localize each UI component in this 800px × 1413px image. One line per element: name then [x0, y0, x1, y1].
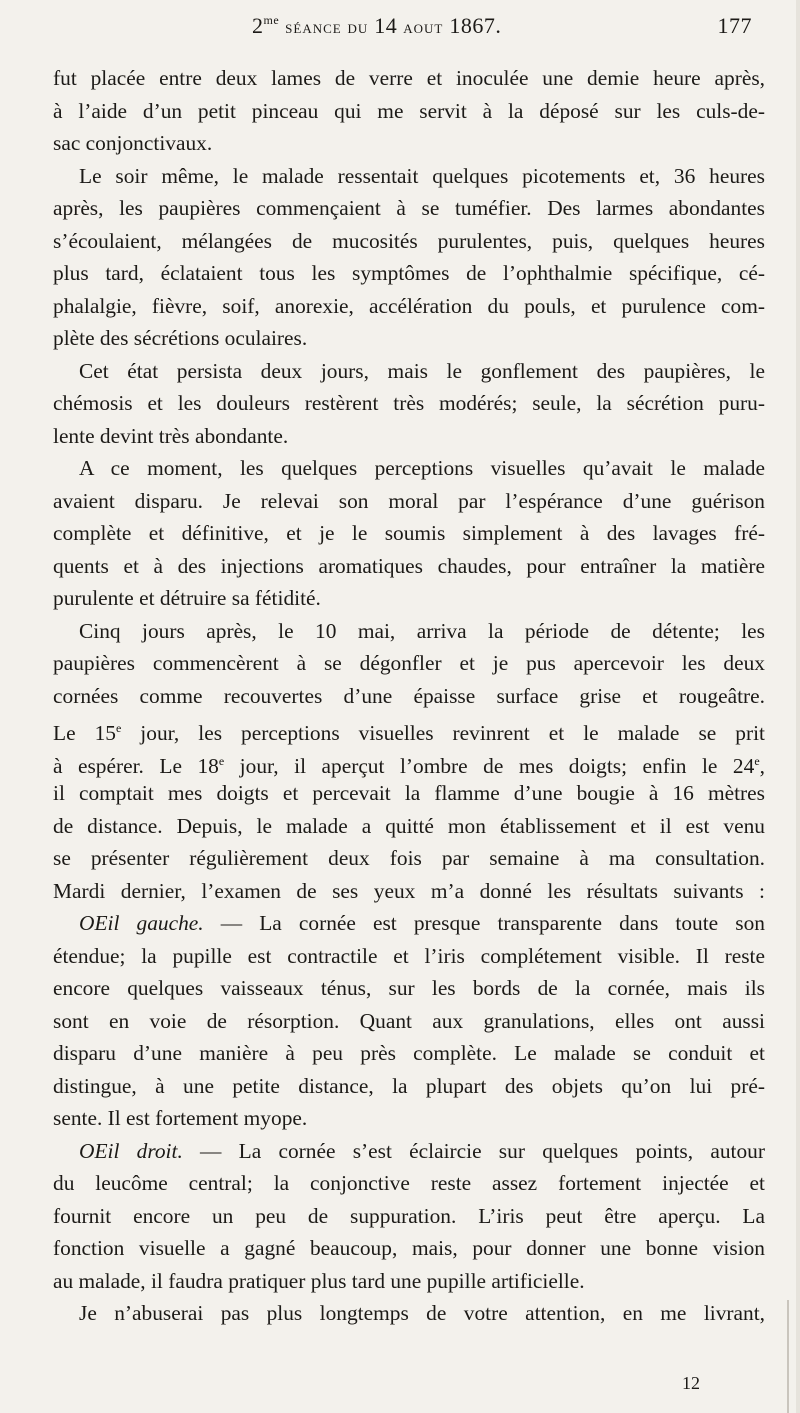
text-line: cornées comme recouvertes d’une épaisse surface grise et rougeâtre.: [53, 683, 765, 708]
text-line: avaient disparu. Je relevai son moral par l’espérance d’une guérison: [53, 488, 765, 513]
text-line: [53, 745, 765, 778]
seance-label: séance du: [285, 17, 369, 38]
page-edge: [796, 0, 800, 1413]
text-line: Je n’abuserai pas plus longtemps de votre attention, en me livrant,: [79, 1301, 765, 1325]
text-line: phalalgie, fièvre, soif, anorexie, accélération du pouls, et purulence com-: [53, 293, 765, 318]
date-month: aout: [403, 17, 444, 38]
header-title: [252, 13, 501, 39]
text-line: sont en voie de résorption. Quant aux granulations, elles ont aussi: [53, 1008, 765, 1033]
line-rest: — La cornée s’est éclaircie sur quelques points, autour: [182, 1138, 765, 1163]
text-line: fonction visuelle a gagné beaucoup, mais, pour donner une bonne vision: [53, 1236, 765, 1260]
running-header: [252, 9, 752, 43]
text-line: s’écoulaient, mélangées de mucosités purulentes, puis, quelques heures: [53, 228, 765, 253]
text-line: disparu d’une manière à peu près complète. Le malade se conduit et: [53, 1041, 765, 1065]
signature-mark: 12: [682, 1373, 700, 1393]
line-start: Le 15: [53, 721, 116, 745]
seance-superscript: me: [263, 13, 280, 27]
text-line: encore quelques vaisseaux ténus, sur les bords de la cornée, mais ils: [53, 976, 765, 1000]
text-line: Le soir même, le malade ressentait quelques picotements et, 36 heures: [79, 163, 765, 188]
line-start: à espérer. Le 18: [53, 753, 219, 778]
text-line: [53, 712, 765, 745]
text-line: sac conjonctivaux.: [53, 131, 213, 155]
date-day: 14: [374, 13, 398, 38]
text-line: se présenter régulièrement deux fois par semaine à ma consultation.: [53, 846, 765, 870]
text-line: [53, 1135, 765, 1168]
text-line: fournit encore un peu de suppuration. L’iris peut être aperçu. La: [53, 1203, 765, 1228]
text-line: après, les paupières commençaient à se tuméfier. Des larmes abondantes: [53, 196, 765, 220]
text-line: Cet état persista deux jours, mais le gonflement des paupières, le: [79, 358, 765, 383]
seance-number: 2: [252, 13, 264, 38]
text-line: il comptait mes doigts et percevait la flamme d’une bougie à 16 mètres: [53, 781, 765, 805]
section-heading-right-eye: OEil droit.: [79, 1138, 183, 1163]
text-line: purulente et détruire sa fétidité.: [53, 586, 321, 610]
text-line: à l’aide d’un petit pinceau qui me servit à la déposé sur les culs-de-: [53, 98, 765, 123]
text-line: du leucôme central; la conjonctive reste assez fortement injectée et: [53, 1171, 765, 1195]
text-line: étendue; la pupille est contractile et l’iris complétement visible. Il reste: [53, 943, 765, 968]
page-number: 177: [717, 13, 752, 38]
text-line: fut placée entre deux lames de verre et inoculée une demie heure après,: [53, 66, 765, 90]
text-line: au malade, il faudra pratiquer plus tard une pupille artificielle.: [53, 1268, 585, 1293]
text-line: chémosis et les douleurs restèrent très modérés; seule, la sécrétion puru-: [53, 391, 765, 415]
text-line: [53, 907, 765, 940]
text-line: Mardi dernier, l’examen de ses yeux m’a donné les résultats suivants :: [53, 878, 765, 903]
body-text: [53, 62, 765, 1330]
line-rest: — La cornée est presque transparente dans toute son: [203, 911, 765, 935]
text-line: Cinq jours après, le 10 mai, arriva la période de détente; les: [79, 618, 765, 643]
ordinal-superscript: e: [754, 753, 760, 768]
text-line: quents et à des injections aromatiques chaudes, pour entraîner la matière: [53, 553, 765, 578]
line-end: ,: [759, 753, 765, 778]
text-line: sente. Il est fortement myope.: [53, 1106, 308, 1130]
text-line: lente devint très abondante.: [53, 423, 289, 448]
section-heading-left-eye: OEil gauche.: [79, 911, 204, 935]
text-line: A ce moment, les quelques perceptions visuelles qu’avait le malade: [79, 456, 765, 480]
text-line: plus tard, éclataient tous les symptômes de l’ophthalmie spécifique, cé-: [53, 261, 765, 285]
text-line: distingue, à une petite distance, la plupart des objets qu’on lui pré-: [53, 1073, 765, 1098]
text-line: plète des sécrétions oculaires.: [53, 326, 308, 350]
line-rest: jour, les perceptions visuelles revinrent et le malade se prit: [121, 721, 765, 745]
text-line: paupières commencèrent à se dégonfler et je pus apercevoir les deux: [53, 651, 765, 675]
text-line: de distance. Depuis, le malade a quitté mon établissement et il est venu: [53, 813, 765, 838]
ordinal-superscript: e: [218, 753, 225, 768]
binding-shadow: [787, 1300, 789, 1413]
date-year: 1867.: [449, 13, 502, 38]
ordinal-superscript: e: [115, 721, 122, 735]
text-line: complète et définitive, et je le soumis simplement à des lavages fré-: [53, 521, 765, 545]
line-middle: jour, il aperçut l’ombre de mes doigts; enfin le 24: [224, 753, 755, 778]
